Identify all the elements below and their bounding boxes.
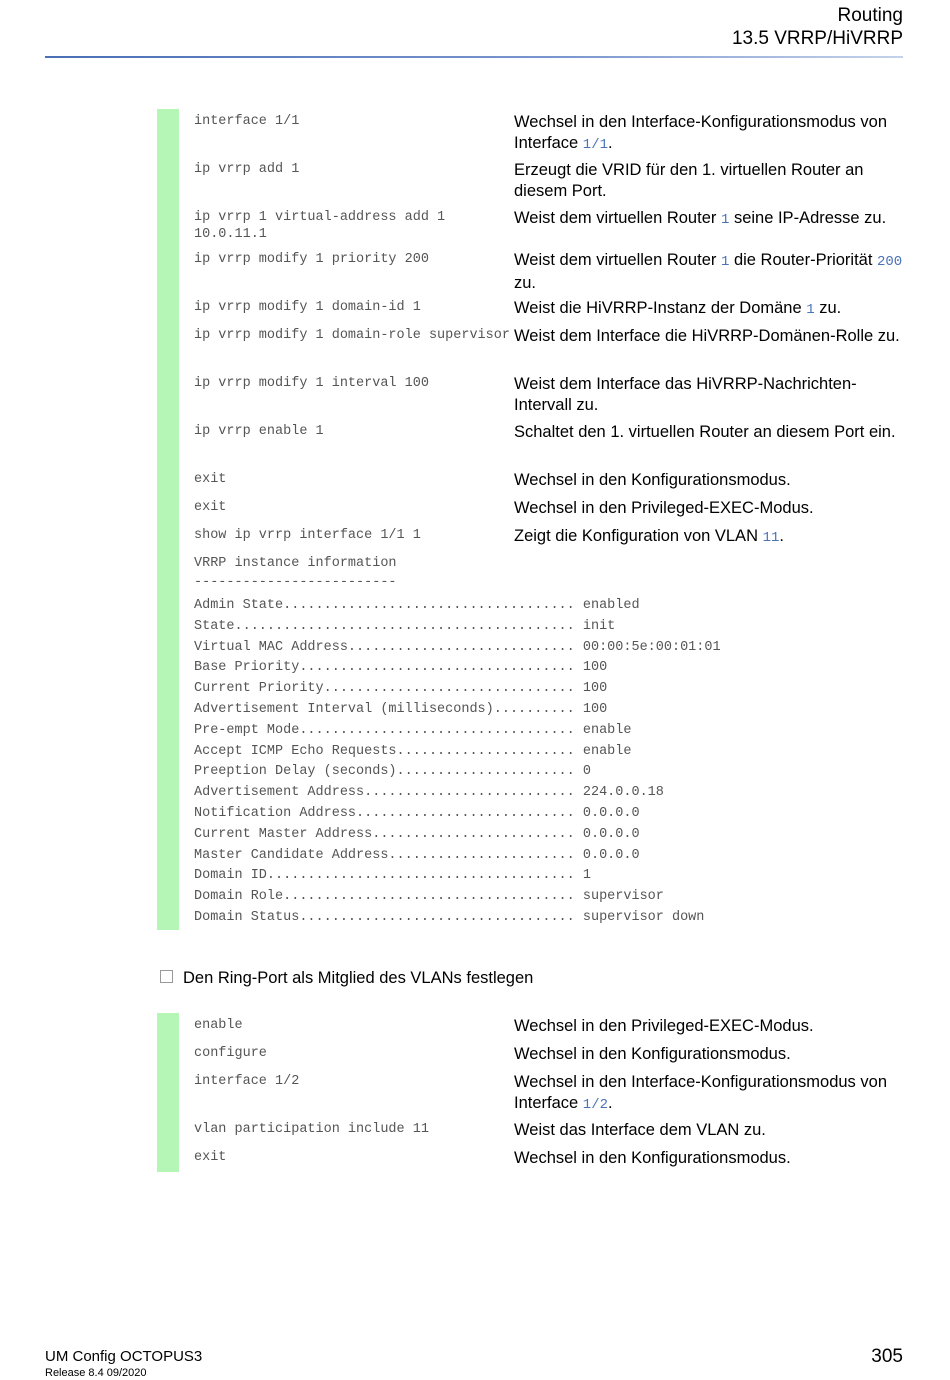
page-number: 305 — [871, 1346, 903, 1367]
page-header — [732, 4, 903, 50]
header-rule — [45, 56, 903, 58]
command-text: show ip vrrp interface 1/1 1 — [194, 528, 421, 543]
description-text: . — [779, 527, 784, 545]
command-description — [514, 526, 904, 549]
inline-code: 1/2 — [582, 1097, 609, 1113]
output-line: Advertisement Address.......................... 224.0.0.18 — [194, 785, 664, 801]
command-description — [514, 298, 904, 321]
inline-code: 1 — [806, 302, 815, 318]
output-line: Virtual MAC Address............................ 00:00:5e:00:01:01 — [194, 639, 721, 655]
output-line: Domain Role.................................... supervisor — [194, 889, 664, 905]
inline-code: 1 — [720, 212, 730, 228]
description-text: seine IP-Adresse zu. — [729, 209, 887, 227]
output-line: Admin State.................................... enabled — [194, 598, 640, 613]
command-description — [514, 374, 904, 416]
command-text: exit — [194, 472, 227, 487]
command-description — [514, 250, 904, 294]
description-text: Weist die HiVRRP-Instanz der Domäne — [514, 299, 807, 317]
command-bar — [157, 1013, 179, 1172]
inline-code: 1/1 — [582, 137, 609, 153]
chapter-title: Routing — [837, 5, 903, 26]
footer-release: Release 8.4 09/2020 — [45, 1367, 147, 1379]
description-text: . — [608, 1094, 613, 1112]
command-text: ip vrrp modify 1 interval 100 — [194, 376, 429, 391]
description-text: die Router-Priorität — [729, 251, 877, 269]
command-text: configure — [194, 1046, 267, 1061]
inline-code: 11 — [762, 530, 780, 546]
output-line: Accept ICMP Echo Requests...................... enable — [194, 743, 632, 759]
command-table-vlan — [157, 1013, 917, 1172]
output-line: State.......................................... init — [194, 618, 616, 634]
output-line: VRRP instance information — [194, 556, 397, 571]
checkbox-icon — [160, 970, 173, 983]
command-description — [514, 422, 904, 443]
command-text: ip vrrp add 1 — [194, 162, 300, 177]
command-text: exit — [194, 1150, 227, 1165]
description-text: Wechsel in den Privileged-EXEC-Modus. — [514, 499, 814, 517]
command-text: ip vrrp modify 1 domain-id 1 — [194, 300, 421, 315]
output-line: Current Master Address......................... 0.0.0.0 — [194, 826, 640, 842]
footer — [45, 1348, 202, 1380]
command-text: ip vrrp 1 virtual-address add 1 10.0.11.1 — [194, 210, 454, 242]
description-text: Weist dem virtuellen Router — [514, 209, 721, 227]
description-text: zu. — [814, 299, 842, 317]
command-text: ip vrrp modify 1 priority 200 — [194, 252, 429, 267]
command-description — [514, 470, 904, 491]
output-line: Base Priority.................................. 100 — [194, 660, 608, 676]
description-text: Wechsel in den Konfigurationsmodus. — [514, 471, 791, 489]
command-text: interface 1/2 — [194, 1074, 300, 1089]
section-title: 13.5 VRRP/HiVRRP — [731, 28, 903, 49]
output-line: Domain Status.................................. supervisor down — [194, 910, 705, 925]
output-line: ------------------------- — [194, 575, 397, 590]
description-text: Schaltet den 1. virtuellen Router an diesem Port ein. — [514, 423, 896, 441]
command-description — [514, 1072, 904, 1116]
command-text: ip vrrp modify 1 domain-role supervisor — [194, 328, 510, 343]
command-description — [514, 112, 904, 156]
description-text: Weist dem virtuellen Router — [514, 251, 721, 269]
command-description — [514, 326, 904, 347]
description-text: Weist dem Interface das HiVRRP-Nachrichten-Intervall zu. — [514, 375, 857, 414]
output-line: Domain ID...................................... 1 — [194, 868, 591, 884]
description-text: Wechsel in den Konfigurationsmodus. — [514, 1045, 791, 1063]
description-text: Weist das Interface dem VLAN zu. — [514, 1121, 766, 1139]
inline-code: 1 — [720, 254, 730, 270]
output-line: Notification Address........................... 0.0.0.0 — [194, 806, 640, 821]
command-text: exit — [194, 500, 227, 515]
description-text: Wechsel in den Konfigurationsmodus. — [514, 1149, 791, 1167]
description-text: zu. — [514, 274, 537, 292]
command-description — [514, 160, 904, 202]
description-text: Wechsel in den Interface-Konfigurationsmodus von Interface — [514, 1073, 887, 1112]
command-description — [514, 1148, 904, 1169]
description-text: . — [608, 134, 613, 152]
description-text: Wechsel in den Privileged-EXEC-Modus. — [514, 1017, 814, 1035]
command-description — [514, 1044, 904, 1065]
footer-title: UM Config OCTOPUS3 — [45, 1348, 203, 1365]
command-description — [514, 1016, 904, 1037]
output-line: Pre-empt Mode.................................. enable — [194, 722, 632, 738]
command-bar — [157, 109, 179, 930]
command-text: vlan participation include 11 — [194, 1122, 429, 1137]
description-text: Weist dem Interface die HiVRRP-Domänen-Rolle zu. — [514, 327, 900, 345]
command-text: ip vrrp enable 1 — [194, 424, 324, 439]
description-text: Wechsel in den Interface-Konfigurationsmodus von Interface — [514, 113, 887, 152]
command-table-vrrp — [157, 109, 917, 930]
inline-code: 200 — [877, 254, 903, 270]
command-text: enable — [194, 1018, 243, 1033]
command-description — [514, 498, 904, 519]
description-text: Erzeugt die VRID für den 1. virtuellen Router an diesem Port. — [514, 161, 864, 200]
command-description — [514, 208, 904, 231]
output-line: Master Candidate Address....................... 0.0.0.0 — [194, 847, 640, 863]
output-line: Current Priority............................... 100 — [194, 681, 608, 697]
output-line: Preeption Delay (seconds)...................... 0 — [194, 764, 591, 780]
step-text: Den Ring-Port als Mitglied des VLANs festlegen — [183, 969, 534, 987]
step-item — [160, 968, 533, 989]
output-line: Advertisement Interval (milliseconds).......... 100 — [194, 702, 608, 717]
command-text: interface 1/1 — [194, 114, 300, 129]
description-text: Zeigt die Konfiguration von VLAN — [514, 527, 763, 545]
command-description — [514, 1120, 904, 1141]
